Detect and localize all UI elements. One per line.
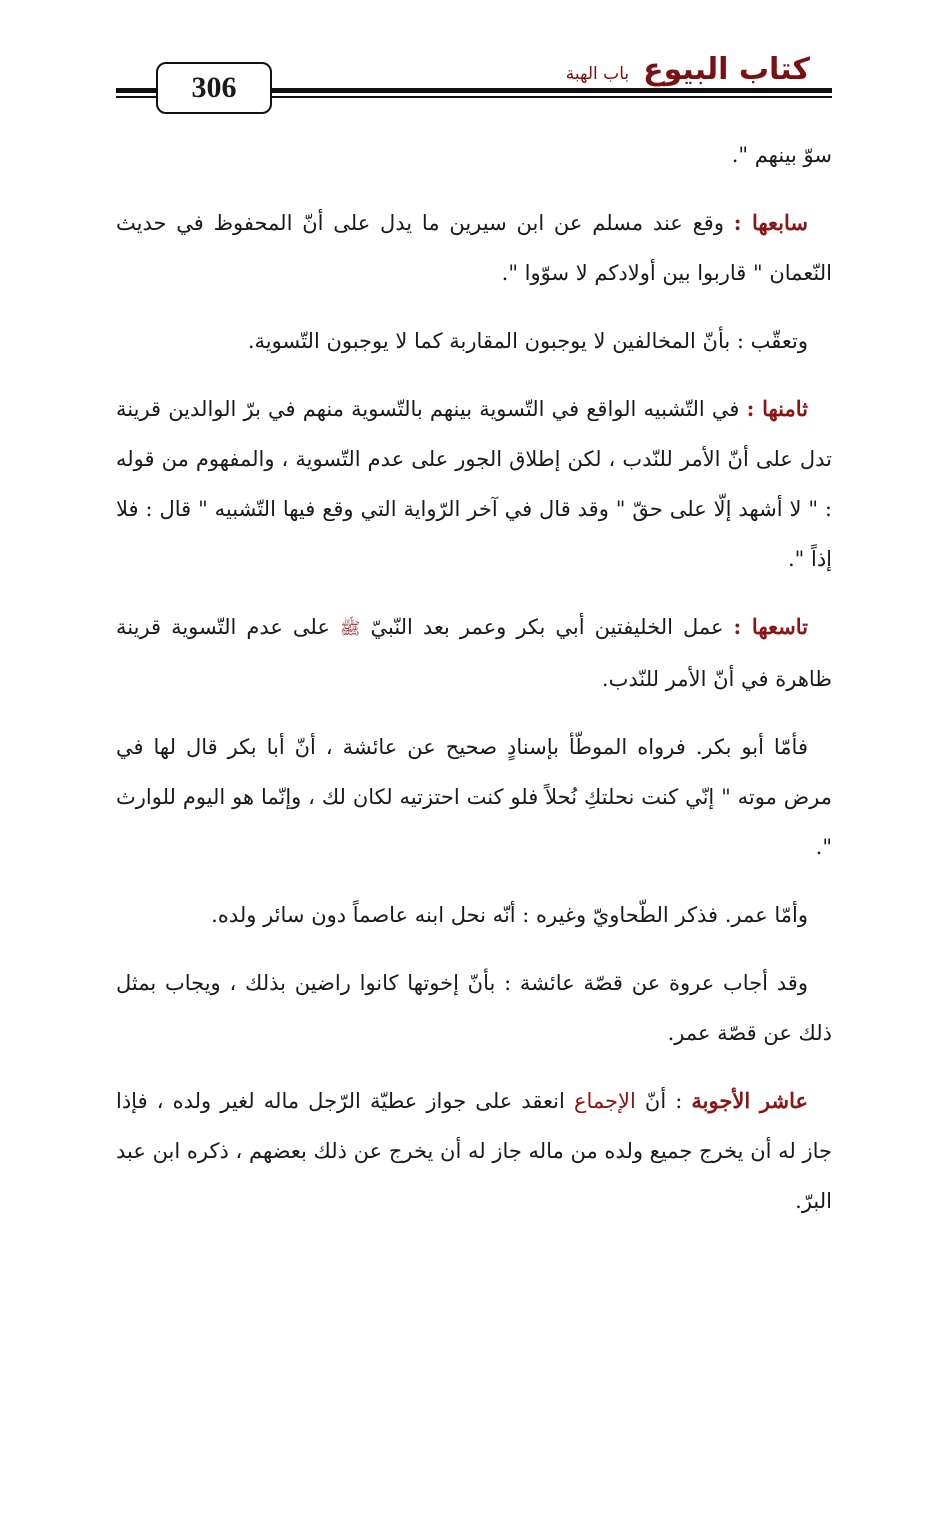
paragraph-4-text: في التّشبيه الواقع في التّسوية بينهم بالتّسوية منهم في برّ الوالدين قرينة تدل على أنّ الأمر للنّدب ، لكن إطلاق الجور على عدم التّسوية ، والمفهوم من قوله : " لا أشهد إلّا على حقّ " وقد قال في آخر الرّواية التي وقع فيها التّشبيه " قال : فلا إذاً ". [116, 397, 832, 571]
paragraph-8 [116, 958, 832, 1058]
page-header [116, 52, 832, 112]
paragraph-9-text-a: : أنّ [635, 1089, 692, 1113]
paragraph-9 [116, 1076, 832, 1226]
paragraph-7 [116, 890, 832, 940]
paragraph-5 [116, 602, 832, 704]
paragraph-6 [116, 722, 832, 872]
paragraph-6-text: فأمّا أبو بكر. فرواه الموطّأ بإسنادٍ صحيح عن عائشة ، أنّ أبا بكر قال لها في مرض موته " إنّي كنت نحلتكِ نُحلاً فلو كنت احتزتيه لكان لك ، وإنّما هو اليوم للوارث ". [116, 735, 832, 859]
highlight-ijma: الإجماع [573, 1089, 636, 1113]
header-titles [565, 52, 810, 87]
label-tenth: عاشر الأجوبة [691, 1088, 809, 1113]
paragraph-2 [116, 198, 832, 298]
chapter-title: باب الهبة [565, 64, 630, 84]
paragraph-3-text: وتعقّب : بأنّ المخالفين لا يوجبون المقاربة كما لا يوجبون التّسوية. [247, 329, 808, 353]
paragraph-8-text: وقد أجاب عروة عن قصّة عائشة : بأنّ إخوتها كانوا راضين بذلك ، ويجاب بمثل ذلك عن قصّة عمر. [116, 971, 832, 1045]
paragraph-3 [116, 316, 832, 366]
paragraph-7-text: وأمّا عمر. فذكر الطّحاويّ وغيره : أنّه نحل ابنه عاصماً دون سائر ولده. [211, 903, 808, 927]
paragraph-9-text-b: انعقد على جواز عطيّة الرّجل ماله لغير ولده ، فإذا جاز له أن يخرج جميع ولده من ماله جاز له أن يخرج عن ذلك بعضهم ، ذكره ابن عبد البرّ. [116, 1089, 832, 1213]
paragraph-5-text-b: على عدم التّسوية قرينة ظاهرة في أنّ الأمر للنّدب. [116, 615, 832, 691]
paragraph-2-text: وقع عند مسلم عن ابن سيرين ما يدل على أنّ المحفوظ في حديث النّعمان " قاربوا بين أولادكم لا سوّوا ". [116, 211, 832, 285]
salutation-glyph: ﷺ [339, 619, 361, 639]
label-seventh: سابعها : [733, 210, 808, 235]
label-eighth: ثامنها : [746, 396, 808, 421]
paragraph-1 [116, 130, 832, 180]
paragraph-5-text-a: عمل الخليفتين أبي بكر وعمر بعد النّبيّ [360, 615, 734, 639]
page-number: 306 [156, 62, 272, 114]
paragraph-1-text: سوّ بينهم ". [731, 143, 832, 167]
page-body [116, 130, 832, 1244]
label-ninth: تاسعها : [733, 614, 808, 639]
paragraph-4 [116, 384, 832, 584]
book-title: كتاب البيوع [643, 52, 810, 87]
